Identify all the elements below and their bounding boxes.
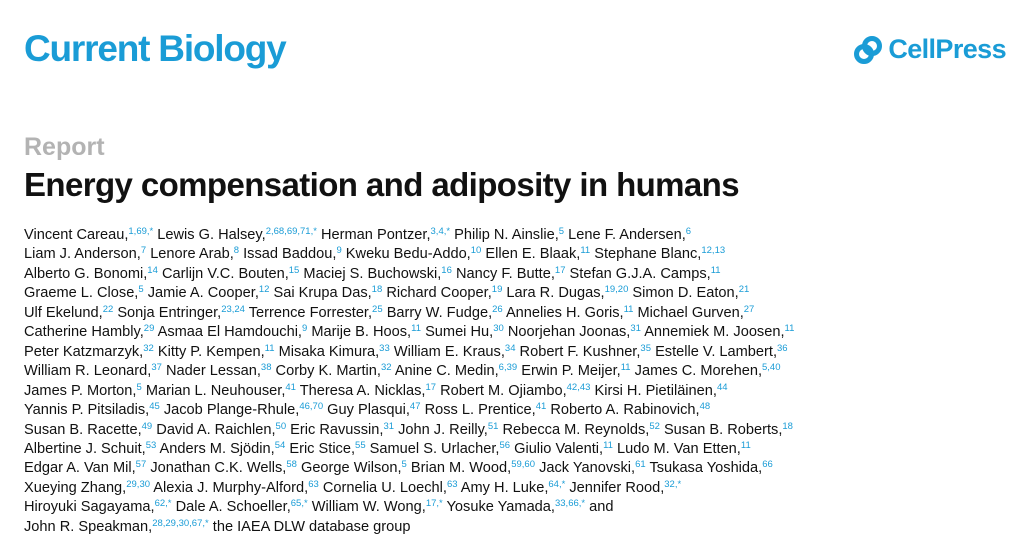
- author-name[interactable]: Issad Baddou,: [243, 246, 337, 263]
- affiliation-ref[interactable]: 41: [535, 401, 547, 413]
- affiliation-ref[interactable]: 12: [258, 284, 270, 296]
- affiliation-ref[interactable]: 5: [136, 381, 142, 393]
- author-name[interactable]: John R. Speakman,: [24, 518, 153, 535]
- affiliation-ref[interactable]: 18: [371, 284, 383, 296]
- author-name[interactable]: Rebecca M. Reynolds,: [502, 421, 650, 438]
- author-line: [24, 362, 1014, 381]
- author-name[interactable]: Theresa A. Nicklas,: [299, 382, 426, 399]
- author-name[interactable]: Eric Stice,: [289, 440, 356, 457]
- author-line: [24, 245, 1014, 264]
- author-name[interactable]: George Wilson,: [300, 460, 402, 477]
- affiliation-ref[interactable]: 32: [143, 342, 154, 354]
- author-name[interactable]: William E. Kraus,: [393, 343, 505, 360]
- author-name[interactable]: Ulf Ekelund,: [24, 304, 103, 321]
- author-name[interactable]: Robert M. Ojiambo,: [440, 382, 567, 399]
- affiliation-ref[interactable]: 51: [487, 420, 499, 432]
- author-name[interactable]: Barry W. Fudge,: [386, 304, 493, 321]
- affiliation-ref[interactable]: 3,4,*: [430, 226, 451, 237]
- affiliation-ref[interactable]: 50: [275, 420, 287, 432]
- affiliation-ref[interactable]: 11: [603, 439, 613, 451]
- affiliation-ref[interactable]: 19: [491, 284, 503, 296]
- author-name[interactable]: Lenore Arab,: [150, 246, 234, 263]
- author-name[interactable]: Samuel S. Urlacher,: [369, 440, 500, 457]
- affiliation-ref[interactable]: 11: [623, 303, 634, 315]
- affiliation-ref[interactable]: 23,24: [221, 303, 245, 315]
- article-title: Energy compensation and adiposity in humans: [24, 166, 739, 203]
- affiliation-ref[interactable]: 11: [740, 439, 751, 451]
- affiliation-ref[interactable]: 16: [441, 264, 452, 276]
- author-name[interactable]: Kitty P. Kempen,: [157, 343, 265, 360]
- affiliation-ref[interactable]: 65,*: [290, 498, 308, 510]
- author-name[interactable]: Richard Cooper,: [386, 285, 492, 302]
- author-name[interactable]: Brian M. Wood,: [410, 460, 512, 477]
- author-name[interactable]: Jonathan C.K. Wells,: [150, 460, 287, 477]
- author-name[interactable]: Annelies H. Goris,: [505, 304, 624, 321]
- author-line: [24, 343, 1014, 362]
- cellpress-icon: [853, 35, 883, 65]
- affiliation-ref[interactable]: 38: [260, 362, 272, 374]
- affiliation-ref[interactable]: 33,66,*: [554, 498, 586, 510]
- author-name[interactable]: Albertine J. Schuit,: [24, 440, 146, 457]
- affiliation-ref[interactable]: 49: [141, 420, 153, 432]
- author-name[interactable]: Lara R. Dugas,: [506, 285, 605, 302]
- author-name[interactable]: Kirsi H. Pietiläinen,: [594, 382, 717, 399]
- affiliation-ref[interactable]: 33: [379, 342, 390, 354]
- publisher-name: CellPress: [888, 34, 1006, 64]
- author-name[interactable]: Estelle V. Lambert,: [655, 343, 778, 360]
- author-name[interactable]: Sai Krupa Das,: [273, 285, 372, 302]
- affiliation-ref[interactable]: 52: [649, 420, 660, 432]
- journal-title: Current Biology: [24, 28, 286, 69]
- author-name[interactable]: Marije B. Hoos,: [311, 324, 412, 341]
- author-name[interactable]: John J. Reilly,: [398, 421, 488, 438]
- author-name[interactable]: Herman Pontzer,: [321, 227, 431, 243]
- author-name[interactable]: Sonja Entringer,: [117, 304, 222, 321]
- author-name[interactable]: Ludo M. Van Etten,: [617, 440, 741, 457]
- author-name[interactable]: Hiroyuki Sagayama,: [24, 499, 155, 516]
- affiliation-ref[interactable]: 11: [411, 323, 421, 335]
- author-name[interactable]: Xueying Zhang,: [24, 479, 127, 496]
- affiliation-ref[interactable]: 9: [336, 245, 342, 257]
- author-name[interactable]: Yosuke Yamada,: [446, 499, 555, 516]
- affiliation-ref[interactable]: 5: [401, 459, 407, 471]
- author-list: [24, 226, 1014, 537]
- author-name[interactable]: Anine C. Medin,: [394, 363, 499, 380]
- affiliation-ref[interactable]: 27: [743, 303, 755, 315]
- author-name[interactable]: Graeme L. Close,: [24, 285, 139, 302]
- author-name[interactable]: Cornelia U. Loechl,: [322, 479, 447, 496]
- affiliation-ref[interactable]: 64,*: [548, 478, 566, 490]
- author-line: [24, 323, 1014, 342]
- author-line: [24, 382, 1014, 401]
- affiliation-ref[interactable]: 34: [504, 342, 516, 354]
- affiliation-ref[interactable]: 29,30: [126, 478, 151, 490]
- author-name[interactable]: Giulio Valenti,: [514, 440, 604, 457]
- author-name[interactable]: David A. Raichlen,: [156, 421, 276, 438]
- affiliation-ref[interactable]: 5,40: [762, 362, 781, 374]
- affiliation-ref[interactable]: 6: [685, 226, 692, 237]
- author-name[interactable]: Asmaa El Hamdouchi,: [157, 324, 302, 341]
- affiliation-ref[interactable]: 63: [446, 478, 458, 490]
- affiliation-ref[interactable]: 31: [630, 323, 641, 335]
- author-name[interactable]: Lene F. Andersen,: [568, 227, 686, 243]
- affiliation-ref[interactable]: 10: [470, 245, 482, 257]
- affiliation-ref[interactable]: 42,43: [566, 381, 591, 393]
- author-line: [24, 401, 1014, 420]
- affiliation-ref[interactable]: 25: [372, 303, 383, 315]
- author-name[interactable]: Kweku Bedu-Addo,: [345, 246, 471, 263]
- author-line: [24, 440, 1014, 459]
- author-name[interactable]: Dale A. Schoeller,: [175, 499, 291, 516]
- author-line: [24, 479, 1014, 498]
- affiliation-ref[interactable]: 6,39: [498, 362, 518, 374]
- affiliation-ref[interactable]: 56: [499, 439, 511, 451]
- author-line: [24, 226, 1014, 245]
- author-name[interactable]: Anders M. Sjödin,: [159, 440, 275, 457]
- publisher-logo: [853, 34, 1006, 65]
- author-name[interactable]: Stephane Blanc,: [594, 246, 702, 263]
- author-name[interactable]: Lewis G. Halsey,: [157, 227, 266, 243]
- affiliation-ref[interactable]: 59,60: [511, 459, 535, 471]
- author-name[interactable]: Ellen E. Blaak,: [485, 246, 581, 263]
- affiliation-ref[interactable]: 9: [302, 323, 308, 335]
- affiliation-ref[interactable]: 41: [285, 381, 296, 393]
- author-name[interactable]: Tsukasa Yoshida,: [649, 460, 763, 477]
- author-name[interactable]: James P. Morton,: [24, 382, 137, 399]
- author-name[interactable]: Guy Plasqui,: [327, 402, 410, 419]
- author-name[interactable]: Nancy F. Butte,: [455, 265, 555, 282]
- author-name[interactable]: Roberto A. Rabinovich,: [550, 402, 700, 419]
- affiliation-ref[interactable]: 8: [233, 245, 240, 257]
- affiliation-ref[interactable]: 63: [308, 478, 319, 490]
- affiliation-ref[interactable]: 11: [580, 245, 591, 257]
- author-name[interactable]: Terrence Forrester,: [248, 304, 373, 321]
- affiliation-ref[interactable]: 32: [380, 362, 392, 374]
- affiliation-ref[interactable]: 28,29,30,67,*: [152, 517, 209, 529]
- article-type: Report: [24, 133, 105, 161]
- author-name[interactable]: Erwin P. Meijer,: [521, 363, 621, 380]
- author-name[interactable]: Corby K. Martin,: [275, 363, 381, 380]
- author-name[interactable]: Yannis P. Pitsiladis,: [24, 402, 150, 419]
- affiliation-ref[interactable]: 19,20: [604, 284, 629, 296]
- affiliation-ref[interactable]: 29: [143, 323, 155, 335]
- author-name[interactable]: Eric Ravussin,: [290, 421, 384, 438]
- affiliation-ref[interactable]: 17: [425, 381, 437, 393]
- affiliation-ref[interactable]: 5: [138, 284, 144, 296]
- author-line: [24, 421, 1014, 440]
- affiliation-ref[interactable]: 1,69,*: [128, 226, 154, 237]
- author-name[interactable]: Noorjehan Joonas,: [507, 324, 631, 341]
- affiliation-ref[interactable]: 2,68,69,71,*: [265, 226, 317, 237]
- author-name[interactable]: Jack Yanovski,: [539, 460, 636, 477]
- author-name[interactable]: James C. Morehen,: [634, 363, 762, 380]
- affiliation-ref[interactable]: 5: [558, 226, 565, 237]
- affiliation-ref[interactable]: 26: [492, 303, 503, 315]
- affiliation-ref[interactable]: 11: [620, 362, 631, 374]
- author-name[interactable]: and: [589, 499, 614, 516]
- author-line: [24, 265, 1014, 284]
- author-line: [24, 518, 1014, 537]
- author-line: [24, 284, 1014, 303]
- author-name[interactable]: Edgar A. Van Mil,: [24, 460, 136, 477]
- author-name[interactable]: Susan B. Roberts,: [663, 421, 783, 438]
- affiliation-ref[interactable]: 18: [782, 420, 793, 432]
- affiliation-ref[interactable]: 44: [716, 381, 728, 393]
- affiliation-ref[interactable]: 36: [777, 342, 788, 354]
- affiliation-ref[interactable]: 7: [140, 245, 147, 257]
- author-name[interactable]: the IAEA DLW database group: [212, 518, 411, 535]
- author-name[interactable]: Ross L. Prentice,: [424, 402, 536, 419]
- author-line: [24, 459, 1014, 478]
- affiliation-ref[interactable]: 55: [355, 439, 366, 451]
- author-name[interactable]: Amy H. Luke,: [460, 479, 549, 496]
- author-name[interactable]: Philip N. Ainslie,: [454, 227, 559, 243]
- author-name[interactable]: Carlijn V.C. Bouten,: [161, 265, 289, 282]
- author-name[interactable]: Stefan G.J.A. Camps,: [569, 265, 711, 282]
- affiliation-ref[interactable]: 45: [149, 401, 160, 413]
- affiliation-ref[interactable]: 15: [288, 264, 300, 276]
- author-name[interactable]: Alexia J. Murphy-Alford,: [153, 479, 309, 496]
- author-name[interactable]: Marian L. Neuhouser,: [145, 382, 286, 399]
- author-name[interactable]: Peter Katzmarzyk,: [24, 343, 144, 360]
- affiliation-ref[interactable]: 21: [738, 284, 750, 296]
- affiliation-ref[interactable]: 66: [762, 459, 773, 471]
- affiliation-ref[interactable]: 47: [409, 401, 421, 413]
- author-name[interactable]: Catherine Hambly,: [24, 324, 144, 341]
- affiliation-ref[interactable]: 58: [286, 459, 297, 471]
- affiliation-ref[interactable]: 48: [699, 401, 711, 413]
- affiliation-ref[interactable]: 17,*: [425, 498, 443, 510]
- author-name[interactable]: Jamie A. Cooper,: [147, 285, 259, 302]
- author-name[interactable]: Alberto G. Bonomi,: [24, 265, 148, 282]
- affiliation-ref[interactable]: 53: [145, 439, 157, 451]
- author-name[interactable]: Misaka Kimura,: [278, 343, 380, 360]
- author-name[interactable]: William W. Wong,: [311, 499, 426, 516]
- affiliation-ref[interactable]: 31: [383, 420, 395, 432]
- affiliation-ref[interactable]: 57: [135, 459, 147, 471]
- affiliation-ref[interactable]: 37: [151, 362, 162, 374]
- affiliation-ref[interactable]: 61: [635, 459, 646, 471]
- author-name[interactable]: Simon D. Eaton,: [632, 285, 739, 302]
- author-line: [24, 304, 1014, 323]
- author-name[interactable]: Sumei Hu,: [425, 324, 494, 341]
- affiliation-ref[interactable]: 46,70: [299, 401, 324, 413]
- affiliation-ref[interactable]: 11: [710, 264, 721, 276]
- affiliation-ref[interactable]: 30: [493, 323, 504, 335]
- author-name[interactable]: Liam J. Anderson,: [24, 246, 141, 263]
- affiliation-ref[interactable]: 54: [274, 439, 286, 451]
- author-name[interactable]: Annemiek M. Joosen,: [644, 324, 785, 341]
- author-name[interactable]: William R. Leonard,: [24, 363, 152, 380]
- author-name[interactable]: Michael Gurven,: [637, 304, 744, 321]
- author-line: [24, 498, 1014, 517]
- author-name[interactable]: Jennifer Rood,: [569, 479, 665, 496]
- affiliation-ref[interactable]: 32,*: [664, 478, 682, 490]
- author-name[interactable]: Nader Lessan,: [165, 363, 261, 380]
- affiliation-ref[interactable]: 11: [264, 342, 275, 354]
- affiliation-ref[interactable]: 12,13: [701, 245, 726, 257]
- affiliation-ref[interactable]: 22: [102, 303, 114, 315]
- affiliation-ref[interactable]: 35: [640, 342, 651, 354]
- author-name[interactable]: Jacob Plange-Rhule,: [163, 402, 300, 419]
- author-name[interactable]: Maciej S. Buchowski,: [303, 265, 442, 282]
- author-name[interactable]: Susan B. Racette,: [24, 421, 142, 438]
- affiliation-ref[interactable]: 17: [554, 264, 566, 276]
- affiliation-ref[interactable]: 11: [784, 323, 795, 335]
- affiliation-ref[interactable]: 14: [147, 264, 158, 276]
- author-name[interactable]: Robert F. Kushner,: [519, 343, 641, 360]
- affiliation-ref[interactable]: 62,*: [154, 498, 172, 510]
- author-name[interactable]: Vincent Careau,: [24, 227, 129, 243]
